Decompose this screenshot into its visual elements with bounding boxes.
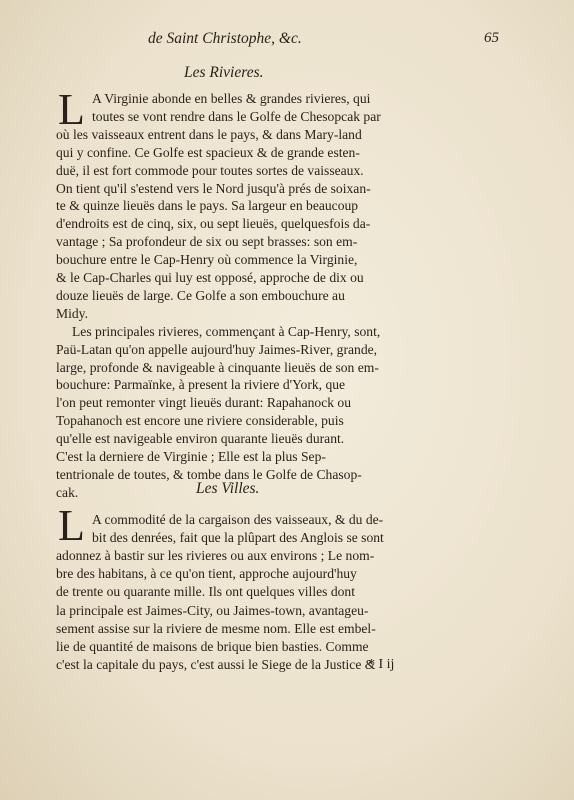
text-line: duë, il est fort commode pour toutes sortes de vaisseaux. (56, 162, 364, 178)
text-line: qu'elle est navigeable environ quarante lieuës durant. (56, 431, 345, 447)
text-line: vantage ; Sa profondeur de six ou sept brasses: son em- (56, 234, 358, 250)
text-line: large, profonde & navigeable à cinquante lieuës de son em- (56, 359, 379, 375)
text-line: bouchure entre le Cap-Henry où commence la Virginie, (56, 252, 358, 268)
text-line: A Virginie abonde en belles & grandes rivieres, qui (92, 91, 371, 106)
text-line: bouchure: Parmaïnke, à present la riviere d'York, que (56, 377, 346, 393)
text-line: Les principales rivieres, commençant à Cap-Henry, sont, (72, 323, 381, 339)
text-line: Midy. (56, 305, 88, 321)
text-line: qui y confine. Ce Golfe est spacieux & de grande esten- (56, 144, 360, 160)
text-line: bit des denrées, fait que la plûpart des Anglois se sont (92, 530, 384, 546)
text-line: cak. (56, 484, 79, 500)
text-line: adonnez à bastir sur les rivieres ou aux environs ; Le nom- (56, 548, 375, 564)
section-heading-villes: Les Villes. (196, 480, 260, 497)
text-line: d'endroits est de cinq, six, ou sept lieuës, quelquesfois da- (56, 216, 371, 232)
text-line: où les vaisseaux entrent dans le pays, & dans Mary-land (56, 126, 362, 142)
running-head: de Saint Christophe, &c. (148, 30, 302, 47)
text-line: & le Cap-Charles qui luy est opposé, approche de dix ou (56, 270, 364, 285)
signature-mark: * I ij (368, 657, 395, 672)
text-line: douze lieuës de large. Ce Golfe a son embouchure au (56, 287, 345, 303)
page-number: 65 (484, 30, 499, 46)
text-line: tentrionale de toutes, & tombe dans le Golfe de Chasop- (56, 466, 362, 482)
drop-cap-villes: L (58, 501, 85, 550)
text-line: On tient qu'il s'estend vers le Nord jusqu'à prés de soixan- (56, 180, 371, 196)
text-line: Paü-Latan qu'on appelle aujourd'huy Jaimes-River, grande, (56, 341, 378, 357)
text-line: l'on peut remonter vingt lieuës durant: Rapahanock ou (56, 395, 352, 411)
text-line: te & quinze lieuës dans le pays. Sa largeur en beaucoup (56, 198, 359, 214)
text-line: A commodité de la cargaison des vaisseaux, & du de- (92, 512, 384, 527)
text-line: de trente ou quarante mille. Ils ont quelques villes dont (56, 584, 355, 600)
section-heading-rivieres: Les Rivieres. (184, 64, 264, 81)
text-line: lie de quantité de maisons de brique bien basties. Comme (56, 638, 369, 654)
text-line: C'est la derniere de Virginie ; Elle est la plus Sep- (56, 449, 326, 464)
drop-cap-rivieres: L (58, 85, 85, 134)
text-line: sement assise sur la riviere de mesme nom. Elle est embel- (56, 620, 376, 636)
text-line: toutes se vont rendre dans le Golfe de Chesopcak par (92, 108, 381, 124)
text-line: bre des habitans, à ce qu'on tient, approche aujourd'huy (56, 566, 357, 582)
text-line: c'est la capitale du pays, c'est aussi le Siege de la Justice & (56, 656, 376, 672)
text-line: la principale est Jaimes-City, ou Jaimes-town, avantageu- (56, 602, 369, 618)
text-line: Topahanoch est encore une riviere considerable, puis (56, 413, 344, 429)
